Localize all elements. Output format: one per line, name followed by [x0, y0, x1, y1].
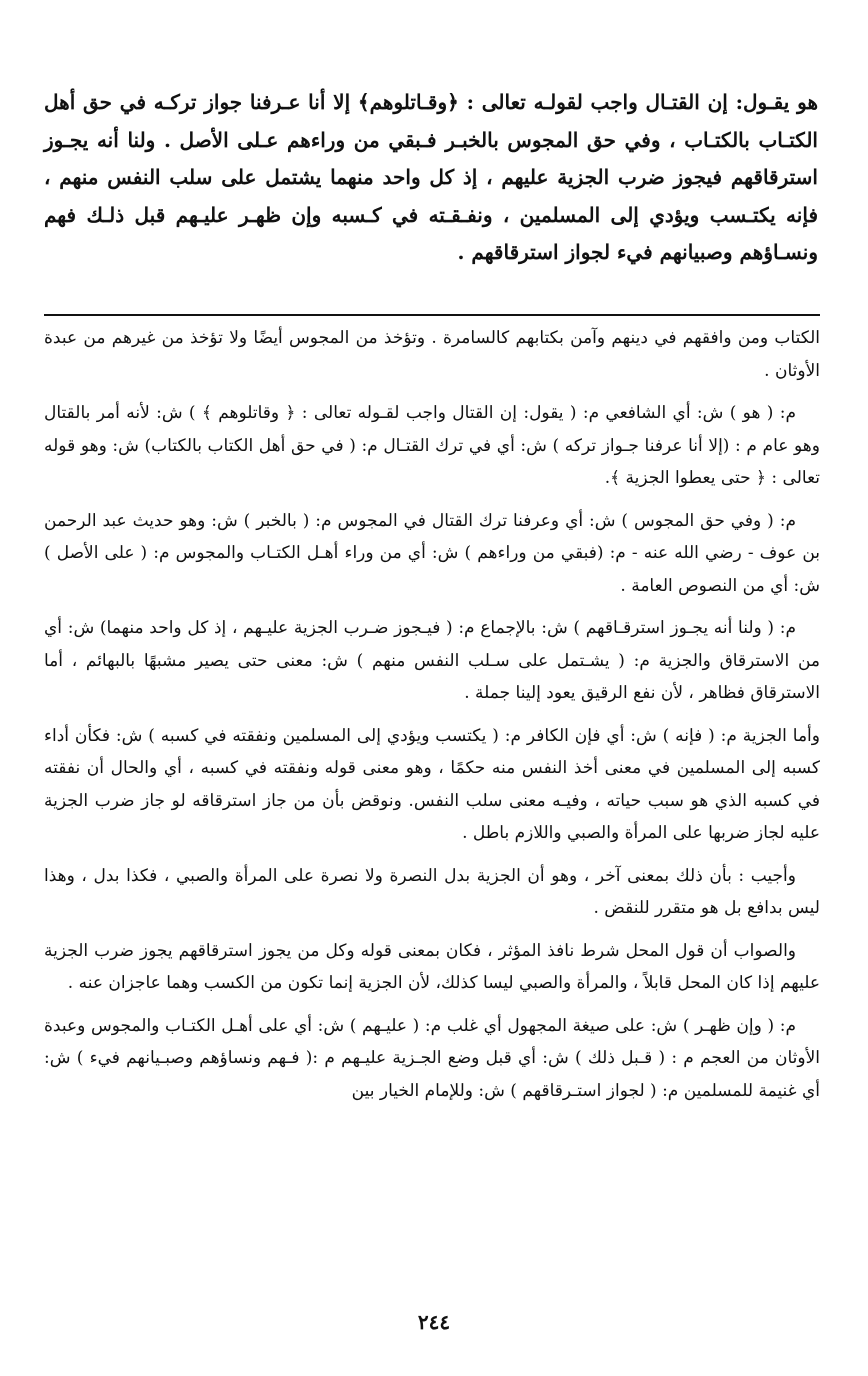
commentary-paragraph: والصواب أن قول المحل شرط نافذ المؤثر ، فكان بمعنى قوله وكل من يجوز استرقاقهم يجوز ضرب الجزية عليهم إذا كان المحل قابلاً ، والمرأة والصبي ليسا كذلك، لأن الجزية إنما تكون من الكسب وهما عاجزان عنه .: [44, 940, 820, 993]
main-text-block: [44, 84, 818, 272]
commentary-paragraph: م: ( ولنا أنه يجـوز استرقـاقهم ) ش: بالإجماع م: ( فيـجوز ضـرب الجزية عليـهم ، إذ كل واحد منهما) ش: أي من الاسترقاق والجزية م: ( يشـتمل على سـلب النفس منهم ) ش: معنى حتى يصير مشبهًا بالبهائم ، أما الاسترقاق فظاهر ، لأن نفع الرقيق يعود إلينا جملة .: [44, 618, 820, 703]
main-text-paragraph: هو يقـول: إن القتـال واجب لقولـه تعالى : ﴿وقـاتلوهم﴾ إلا أنا عـرفنا جواز تركـه في حق أهل الكتـاب بالكتـاب ، وفي حق المجوس بالخبـر فـبقي من وراءهم عـلى الأصل . ولنا أنه يجـوز استرقاقهم فيجوز ضرب الجزية عليهم ، إذ كل واحد منهما يشتمل على سلب النفس منهم ، فإنه يكتـسب ويؤدي إلى المسلمين ، ونفـقـته في كـسبه وإن ظهـر عليـهم قبل ذلـك فهم ونسـاؤهم وصبيانهم فيء لجواز استرقاقهم .: [44, 90, 818, 265]
commentary-paragraph: وأما الجزية م: ( فإنه ) ش: أي فإن الكافر م: ( يكتسب ويؤدي إلى المسلمين ونفقته في كسبه ) ش: فكأن أداء كسبه إلى المسلمين في معنى أخذ النفس منه حكمًا ، وهو معنى قوله ونفقته في كسبه ، أي والحال أن نفقته في كسبه الذي هو سبب حياته ، وفيـه معنى سلب النفس. ونوقض بأن من جاز استرقاقه لو جاز ضرب الجزية عليه لجاز ضربها على المرأة والصبي واللازم باطل .: [44, 725, 820, 843]
footnote-divider: [44, 314, 820, 316]
commentary-block: [44, 322, 820, 1117]
commentary-paragraph: وأجيب : بأن ذلك بمعنى آخر ، وهو أن الجزية بدل النصرة ولا نصرة على المرأة والصبي ، فكذا بدل ، وهذا ليس بدافع بل هو متقرر للنقض .: [44, 865, 820, 918]
commentary-paragraph: م: ( وفي حق المجوس ) ش: أي وعرفنا ترك القتال في المجوس م: ( بالخبر ) ش: وهو حديث عبد الرحمن بن عوف - رضي الله عنه - م: (فبقي من وراءهم ) ش: أي من وراء أهـل الكتـاب والمجوس م: ( على الأصل ) ش: أي من النصوص العامة .: [44, 510, 820, 596]
commentary-paragraph: م: ( هو ) ش: أي الشافعي م: ( يقول: إن القتال واجب لقـوله تعالى : ﴿ وقاتلوهم ﴾ ) ش: لأنه أمر بالقتال وهو عام م : (إلا أنا عرفنا جـواز تركه ) ش: أي في ترك القتـال م: ( في حق أهل الكتاب بالكتاب) ش: وهو قوله تعالى : ﴿ حتى يعطوا الجزية ﴾.: [44, 403, 820, 488]
commentary-paragraph: الكتاب ومن وافقهم في دينهم وآمن بكتابهم كالسامرة . وتؤخذ من المجوس أيضًا ولا تؤخذ من غيرهم من عبدة الأوثان .: [44, 328, 820, 381]
commentary-paragraph: م: ( وإن ظهـر ) ش: على صيغة المجهول أي غلب م: ( عليـهم ) ش: أي على أهـل الكتـاب والمجوس وعبدة الأوثان من العجم م : ( قـبل ذلك ) ش: أي قبل وضع الجـزية عليـهم م :( فـهم ونساؤهم وصبـيانهم فيء ) ش: أي غنيمة للمسلمين م: ( لجواز استـرقاقهم ) ش: وللإمام الخيار بين: [44, 1015, 820, 1101]
page-number: ٢٤٤: [417, 1310, 451, 1334]
